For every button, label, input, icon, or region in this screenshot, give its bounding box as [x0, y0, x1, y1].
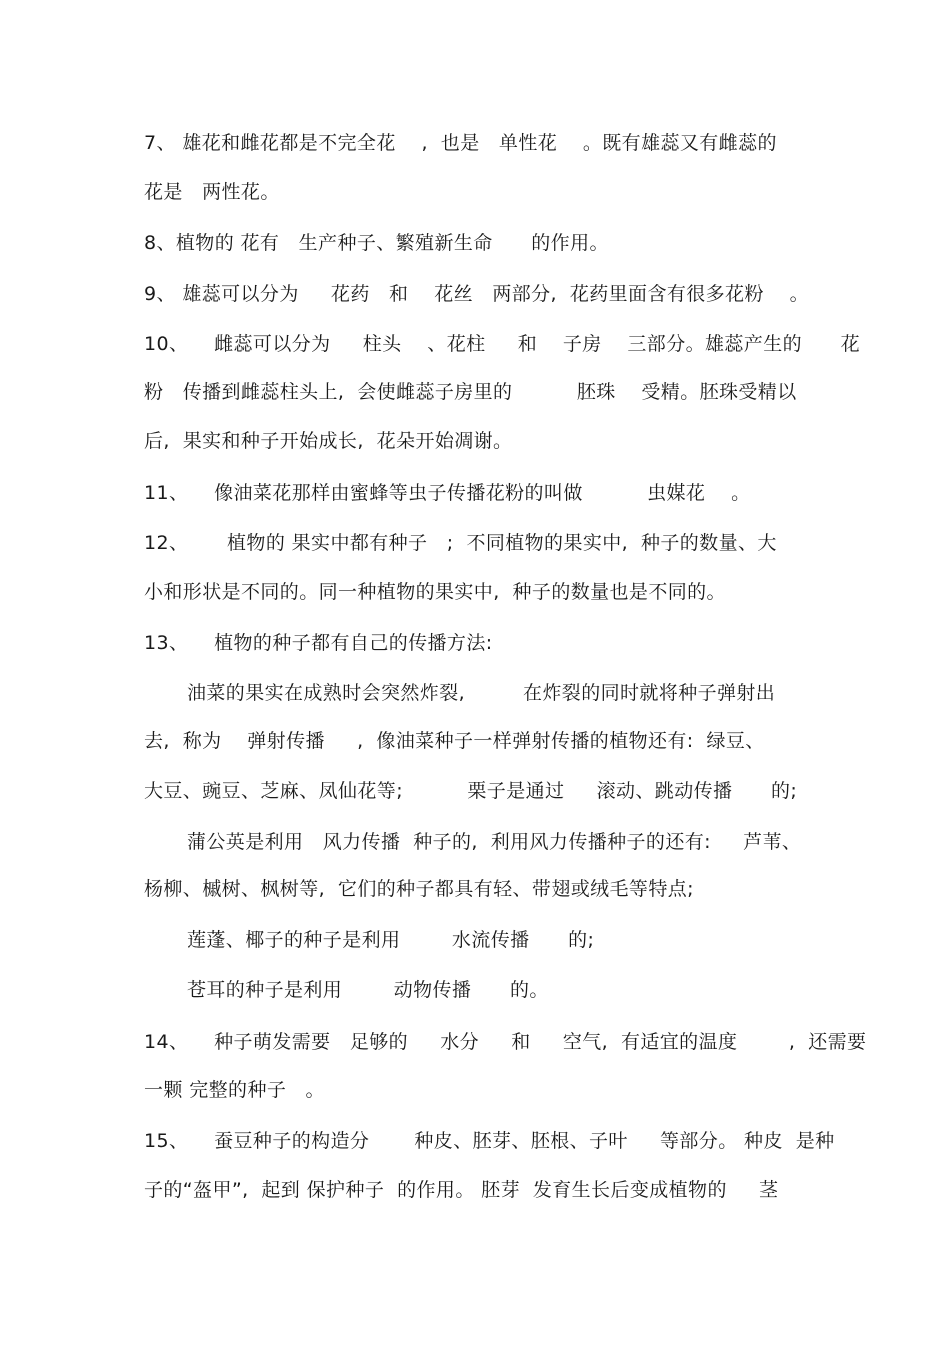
- text-line-12: [0, 678, 950, 708]
- text-line-13: [0, 726, 950, 756]
- text-line-16-content: 杨柳、槭树、枫树等, 它们的种子都具有轻、带翅或绒毛等特点;: [144, 878, 694, 900]
- text-line-1-content: 7、 雄花和雌花都是不完全花 , 也是 单性花 。既有雄蕊又有雌蕊的: [144, 132, 777, 154]
- text-line-19: [0, 1027, 950, 1057]
- text-line-8: [0, 478, 950, 508]
- text-line-4-content: 9、 雄蕊可以分为 花药 和 花丝 两部分, 花药里面含有很多花粉 。: [144, 283, 809, 305]
- text-line-14-content: 大豆、豌豆、芝麻、凤仙花等; 栗子是通过 滚动、跳动传播 的;: [144, 780, 798, 802]
- text-line-17: [0, 925, 950, 955]
- text-line-12-content: 油菜的果实在成熟时会突然炸裂, 在炸裂的同时就将种子弹射出: [187, 682, 776, 704]
- text-line-13-content: 去, 称为 弹射传播 , 像油菜种子一样弹射传播的植物还有: 绿豆、: [144, 730, 765, 752]
- text-line-7: [0, 426, 950, 456]
- text-line-21-content: 15、 蚕豆种子的构造分 种皮、胚芽、胚根、子叶 等部分。 种皮 是种: [144, 1130, 835, 1152]
- text-line-17-content: 莲蓬、椰子的种子是利用 水流传播 的;: [187, 929, 595, 951]
- text-line-19-content: 14、 种子萌发需要 足够的 水分 和 空气, 有适宜的温度 , 还需要: [144, 1031, 867, 1053]
- text-line-20: [0, 1075, 950, 1105]
- text-line-10: [0, 577, 950, 607]
- text-line-10-content: 小和形状是不同的。同一种植物的果实中, 种子的数量也是不同的。: [144, 581, 726, 603]
- text-line-15: [0, 827, 950, 857]
- text-line-18: [0, 975, 950, 1005]
- text-line-9: [0, 528, 950, 558]
- text-line-8-content: 11、 像油菜花那样由蜜蜂等虫子传播花粉的叫做 虫媒花 。: [144, 482, 751, 504]
- text-line-11-content: 13、 植物的种子都有自己的传播方法:: [144, 632, 493, 654]
- text-line-3: [0, 228, 950, 258]
- text-line-5-content: 10、 雌蕊可以分为 柱头 、花柱 和 子房 三部分。雄蕊产生的 花: [144, 333, 861, 355]
- text-line-14: [0, 776, 950, 806]
- text-line-2-content: 花是 两性花。: [144, 181, 280, 203]
- text-line-9-content: 12、 植物的 果实中都有种子 ; 不同植物的果实中, 种子的数量、大: [144, 532, 777, 554]
- text-line-18-content: 苍耳的种子是利用 动物传播 的。: [187, 979, 549, 1001]
- text-line-3-content: 8、植物的 花有 生产种子、繁殖新生命 的作用。: [144, 232, 609, 254]
- text-line-22-content: 子的“盔甲”, 起到 保护种子 的作用。 胚芽 发育生长后变成植物的 茎: [144, 1179, 779, 1201]
- text-line-20-content: 一颗 完整的种子 。: [144, 1079, 325, 1101]
- text-line-16: [0, 874, 950, 904]
- text-line-5: [0, 329, 950, 359]
- text-line-11: [0, 628, 950, 658]
- text-line-21: [0, 1126, 950, 1156]
- text-line-6-content: 粉 传播到雌蕊柱头上, 会使雌蕊子房里的 胚珠 受精。胚珠受精以: [144, 381, 797, 403]
- text-line-1: [0, 128, 950, 158]
- text-line-7-content: 后, 果实和种子开始成长, 花朵开始凋谢。: [144, 430, 513, 452]
- text-line-22: [0, 1175, 950, 1205]
- text-line-4: [0, 279, 950, 309]
- text-line-6: [0, 377, 950, 407]
- text-line-2: [0, 177, 950, 207]
- text-line-15-content: 蒲公英是利用 风力传播 种子的, 利用风力传播种子的还有: 芦苇、: [187, 831, 802, 853]
